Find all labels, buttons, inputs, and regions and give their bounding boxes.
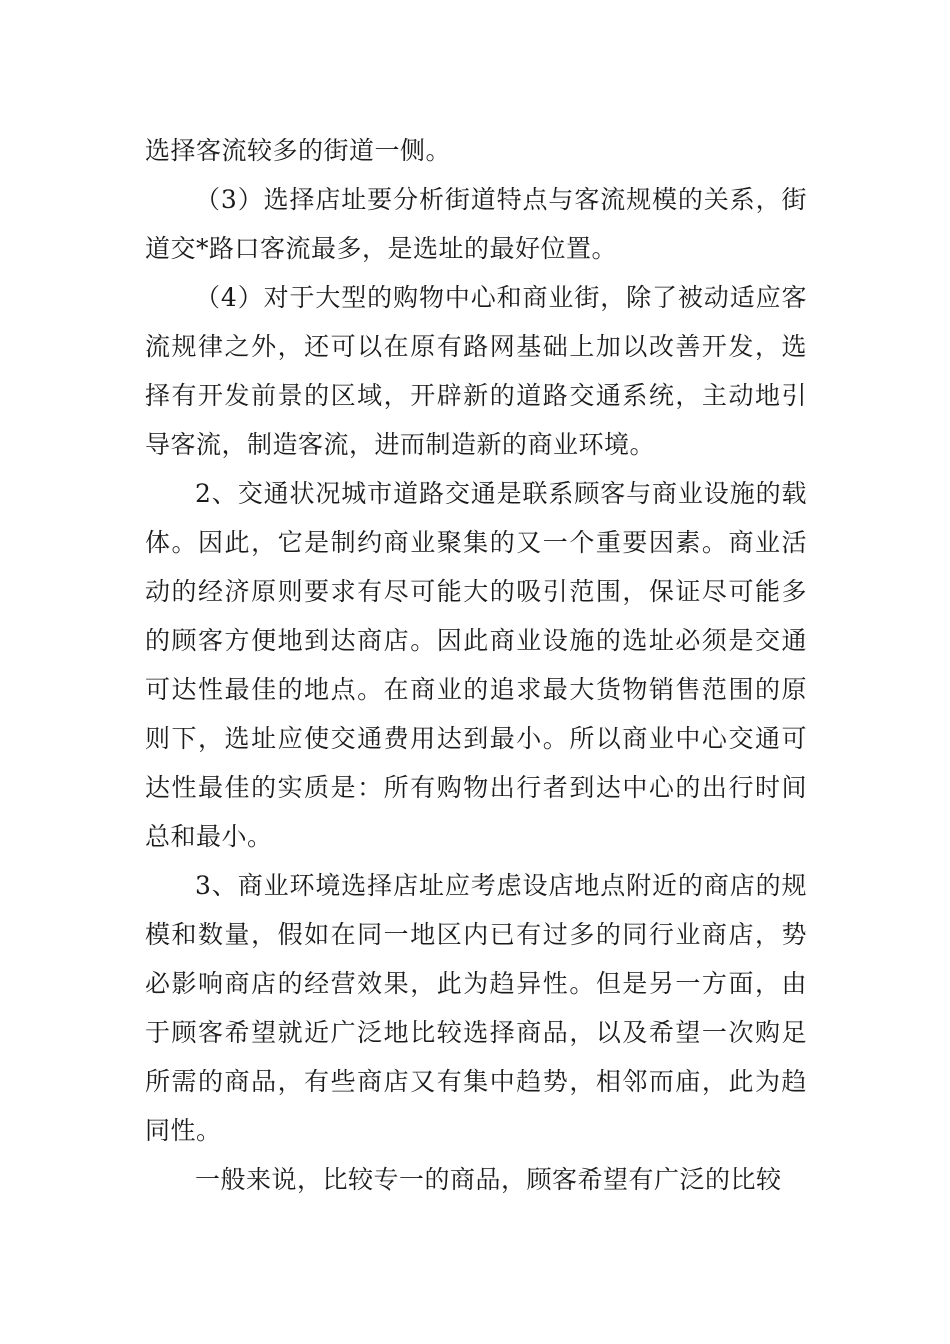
paragraph-3: （4）对于大型的购物中心和商业街，除了被动适应客流规律之外，还可以在原有路网基础上加以改善开发，选择有开发前景的区域，开辟新的道路交通系统，主动地引导客流，制造客流，进而制造新的商业环境。	[145, 283, 807, 459]
document-body	[145, 126, 807, 1204]
paragraph-4: 2、交通状况城市道路交通是联系顾客与商业设施的载体。因此，它是制约商业聚集的又一个重要因素。商业活动的经济原则要求有尽可能大的吸引范围，保证尽可能多的顾客方便地到达商店。因此商业设施的选址必须是交通可达性最佳的地点。在商业的追求最大货物销售范围的原则下，选址应使交通费用达到最小。所以商业中心交通可达性最佳的实质是：所有购物出行者到达中心的出行时间总和最小。	[145, 479, 807, 851]
paragraph-6: 一般来说，比较专一的商品，顾客希望有广泛的比较	[195, 1165, 782, 1194]
paragraph-1: 选择客流较多的街道一侧。	[145, 136, 452, 165]
paragraph-5: 3、商业环境选择店址应考虑设店地点附近的商店的规模和数量，假如在同一地区内已有过多的同行业商店，势必影响商店的经营效果，此为趋异性。但是另一方面，由于顾客希望就近广泛地比较选择商品，以及希望一次购足所需的商品，有些商店又有集中趋势，相邻而庙，此为趋同性。	[145, 871, 807, 1145]
paragraph-2: （3）选择店址要分析街道特点与客流规模的关系，街道交*路口客流最多，是选址的最好位置。	[145, 185, 807, 263]
